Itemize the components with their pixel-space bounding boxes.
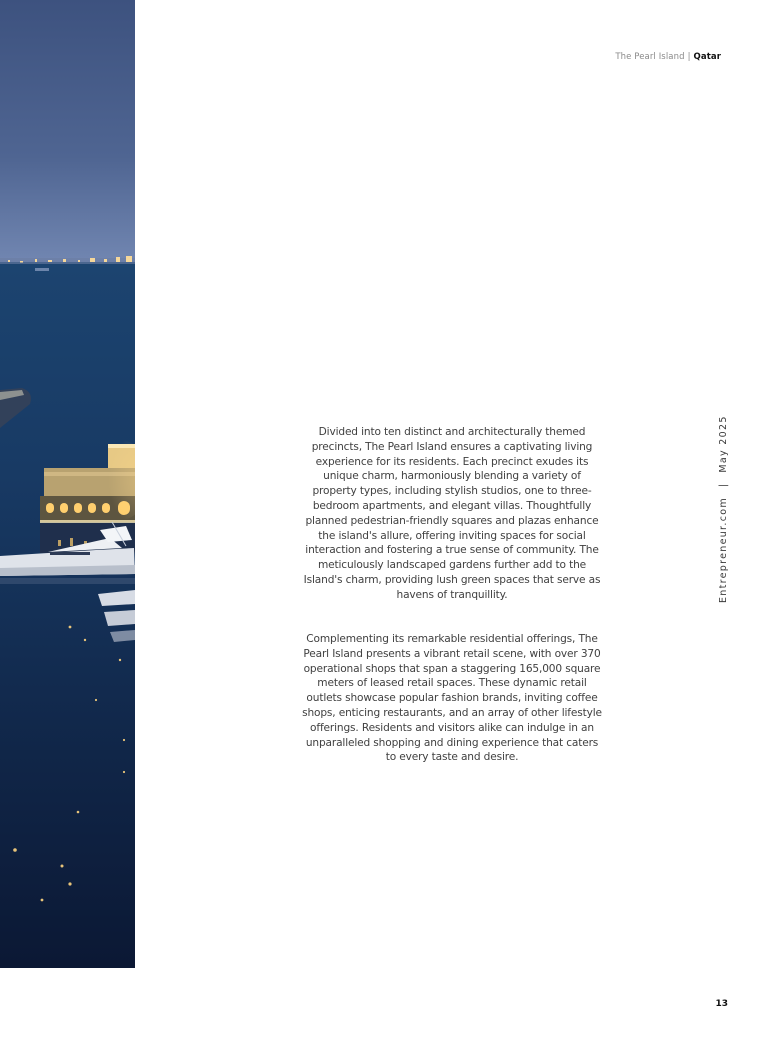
section-title: The Pearl Island	[615, 52, 685, 62]
credit-separator: |	[718, 482, 729, 488]
article-paragraph-2: Complementing its remarkable residential offerings, The Pearl Island presents a vibrant retail scene, with over 370 operational shops that span a staggering 165,000 square meters of leased retail spaces. These dynamic retail outlets showcase popular fashion brands, inviting coffee shops, enticing restaurants, and an array of other lifestyle offerings. Residents and visitors alike can indulge in an unparalleled shopping and dining experience that caters to every taste and desire.	[302, 633, 602, 764]
header-separator: |	[687, 52, 691, 62]
region-title: Qatar	[693, 52, 721, 62]
page-number: 13	[715, 999, 728, 1009]
running-header	[615, 52, 721, 62]
vertical-credit	[718, 415, 729, 603]
publication-name: Entrepreneur.com	[718, 497, 729, 603]
waterfront-photo	[0, 0, 135, 968]
marina-night-photo	[0, 0, 135, 968]
issue-date: May 2025	[718, 415, 729, 473]
article-paragraph-1: Divided into ten distinct and architecturally themed precincts, The Pearl Island ensures a captivating living experience for its residents. Each precinct exudes its unique charm, harmoniously blending a variety of property types, including stylish studios, one to three-bedroom apartments, and elegant villas. Thoughtfully planned pedestrian-friendly squares and plazas enhance the island's allure, offering inviting spaces for social interaction and fostering a true sense of community. The meticulously landscaped gardens further add to the Island's charm, providing lush green spaces that serve as havens of tranquillity.	[303, 426, 601, 601]
